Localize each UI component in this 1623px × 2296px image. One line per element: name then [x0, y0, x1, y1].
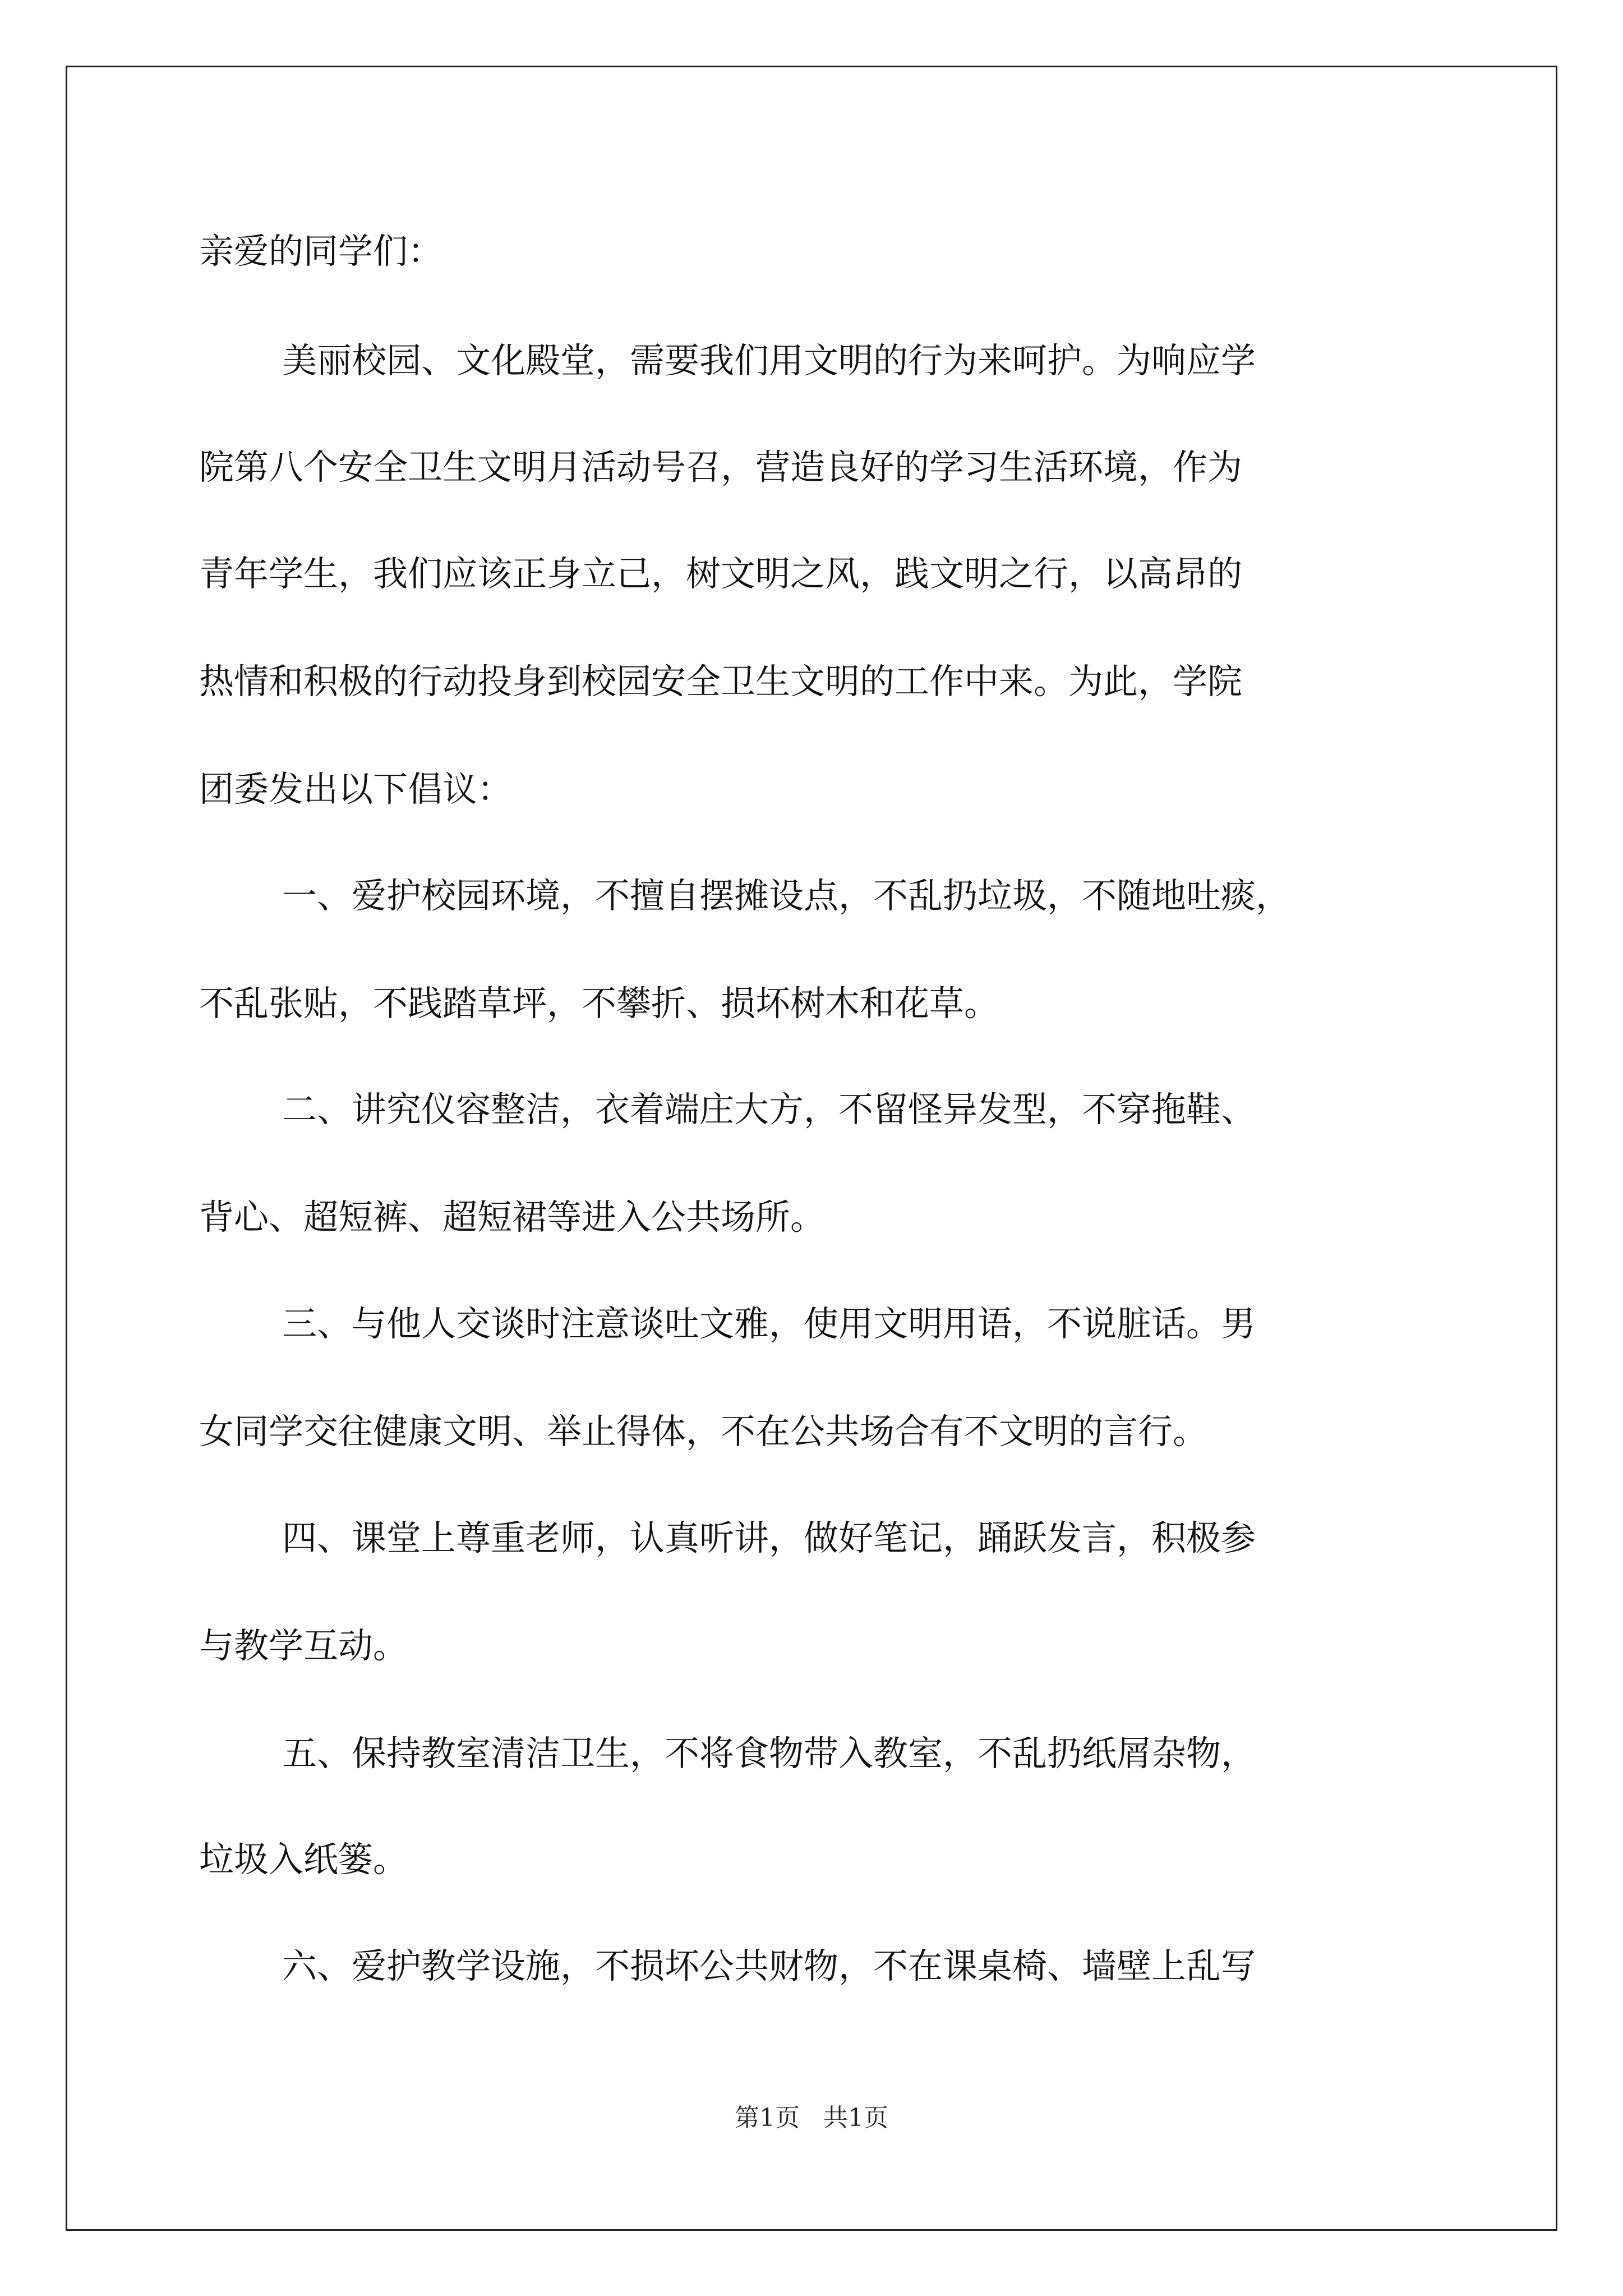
paragraph-line: 二、讲究仪容整洁，衣着端庄大方，不留怪异发型，不穿拖鞋、	[282, 1089, 1256, 1130]
paragraph-line: 垃圾入纸篓。	[199, 1839, 408, 1880]
paragraph-line: 背心、超短裤、超短裙等进入公共场所。	[199, 1197, 826, 1237]
paragraph-line: 美丽校园、文化殿堂，需要我们用文明的行为来呵护。为响应学	[282, 340, 1256, 381]
page-footer	[0, 2102, 1623, 2134]
salutation: 亲爱的同学们：	[199, 231, 443, 272]
paragraph-line: 一、爱护校园环境，不擅自摆摊设点，不乱扔垃圾，不随地吐痰，	[282, 875, 1291, 916]
page-number-current: 第1页	[735, 2104, 800, 2132]
paragraph-line: 四、课堂上尊重老师，认真听讲，做好笔记，踊跃发言，积极参	[282, 1517, 1256, 1558]
page-border	[66, 66, 1557, 2231]
paragraph-line: 三、与他人交谈时注意谈吐文雅，使用文明用语，不说脏话。男	[282, 1303, 1256, 1344]
page-number-total: 共1页	[823, 2104, 888, 2132]
paragraph-line: 五、保持教室清洁卫生，不将食物带入教室，不乱扔纸屑杂物，	[282, 1733, 1256, 1774]
paragraph-line: 青年学生，我们应该正身立己，树文明之风，践文明之行，以高昂的	[199, 553, 1243, 594]
paragraph-line: 团委发出以下倡议：	[199, 769, 513, 809]
paragraph-line: 不乱张贴，不践踏草坪，不攀折、损坏树木和花草。	[199, 983, 999, 1024]
paragraph-line: 女同学交往健康文明、举止得体，不在公共场合有不文明的言行。	[199, 1411, 1208, 1452]
paragraph-line: 六、爱护教学设施，不损坏公共财物，不在课桌椅、墙壁上乱写	[282, 1945, 1256, 1986]
paragraph-line: 与教学互动。	[199, 1625, 408, 1666]
paragraph-line: 院第八个安全卫生文明月活动号召，营造良好的学习生活环境，作为	[199, 447, 1243, 487]
paragraph-line: 热情和积极的行动投身到校园安全卫生文明的工作中来。为此，学院	[199, 661, 1243, 702]
